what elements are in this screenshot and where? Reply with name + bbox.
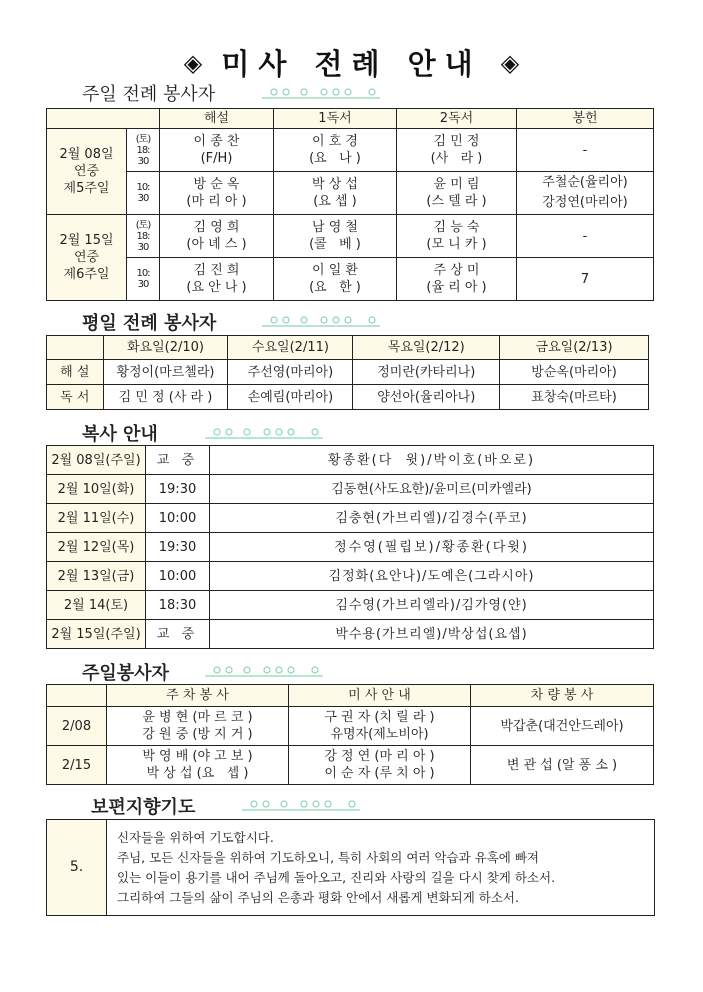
time-cell: 10:00 [146,562,210,591]
prayer-number: 5. [47,820,107,916]
sunday-volunteers-table [46,684,654,785]
table-row [47,385,649,410]
date-cell: 2월 13일(금) [47,562,146,591]
section-heading-weekday-liturgy: 평일 전례 봉사자 [82,313,217,334]
reading1-cell: 이 일 환 (요 한 ) [274,258,397,301]
names-cell: 박수용(가브리엘)/박상섭(요셉) [210,620,654,649]
commentary-cell: 방 순 옥 (마 리 아 ) [160,172,274,215]
table-row [47,504,654,533]
flower-decoration-icon [205,664,325,678]
date-cell: 2월 15일 연중 제6주일 [47,215,127,301]
date-cell: 2월 12일(목) [47,533,146,562]
guide-cell: 강 정 연 (마 리 아 ) 이 순 자 (루 치 아 ) [289,746,471,785]
offering-cell: 7 [517,258,654,301]
names-cell: 정수영(필립보)/황종환(다윗) [210,533,654,562]
vehicle-cell: 박갑춘(대건안드레아) [471,707,654,746]
offering-cell: - [517,215,654,258]
weekday-cell: 황정이(마르첼라) [103,360,228,385]
role-label: 해 설 [47,360,104,385]
table-row [47,258,654,301]
weekday-cell: 방순옥(마리아) [500,360,649,385]
role-label: 독 서 [47,385,104,410]
weekday-cell: 양선아(율리아나) [353,385,500,410]
sunday-liturgy-table [46,108,654,301]
date-cell: 2월 15일(주일) [47,620,146,649]
reading2-cell: 윤 미 림 (스 텔 라 ) [397,172,517,215]
commentary-cell: 이 종 찬 (F/H) [160,129,274,172]
weekday-cell: 정미란(카타리나) [353,360,500,385]
table-row [47,475,654,504]
time-cell: 19:30 [146,475,210,504]
date-cell: 2월 08일(주일) [47,446,146,475]
header-mass-guide: 미 사 안 내 [289,685,471,707]
time-cell: 19:30 [146,533,210,562]
time-cell: 10:00 [146,504,210,533]
date-cell: 2월 08일 연중 제5주일 [47,129,127,215]
header-tuesday: 화요일(2/10) [103,336,228,360]
table-row [47,172,654,215]
header-blank [47,685,107,707]
table-row [47,215,654,258]
names-cell: 김정화(요안나)/도예은(그라시아) [210,562,654,591]
names-cell: 김수영(가브리엘라)/김가영(얀) [210,591,654,620]
reading2-cell: 김 민 정 (사 라 ) [397,129,517,172]
header-wednesday: 수요일(2/11) [228,336,353,360]
names-cell: 황종환(다 윗)/박이호(바오로) [210,446,654,475]
date-cell: 2/08 [47,707,107,746]
time-cell: 교 중 [146,620,210,649]
mass-time: (토) 18: 30 [127,129,160,172]
mass-time: 10: 30 [127,258,160,301]
weekday-liturgy-table [46,335,649,410]
header-reading2: 2독서 [397,109,517,129]
time-cell: 교 중 [146,446,210,475]
weekday-cell: 표창숙(마르타) [500,385,649,410]
page-title [0,42,703,83]
table-row [47,746,654,785]
table-row [47,591,654,620]
commentary-cell: 김 영 희 (아 녜 스 ) [160,215,274,258]
reading1-cell: 박 상 섭 (요 셉 ) [274,172,397,215]
vehicle-cell: 변 관 섭 (알 퐁 소 ) [471,746,654,785]
date-cell: 2월 11일(수) [47,504,146,533]
table-row [47,620,654,649]
table-row [47,129,654,172]
names-cell: 김동현(사도요한)/윤미르(미카엘라) [210,475,654,504]
table-row [47,707,654,746]
section-heading-sunday-volunteers: 주일봉사자 [82,663,169,684]
reading1-cell: 남 영 철 (콜 베 ) [274,215,397,258]
header-friday: 금요일(2/13) [500,336,649,360]
reading2-cell: 김 능 숙 (모 니 카 ) [397,215,517,258]
offering-cell: - [517,129,654,172]
parking-cell: 박 영 배 (야 고 보 ) 박 상 섭 (요 셉 ) [107,746,289,785]
time-cell: 18:30 [146,591,210,620]
date-cell: 2월 14(토) [47,591,146,620]
table-row [47,446,654,475]
reading2-cell: 주 상 미 (율 리 아 ) [397,258,517,301]
header-thursday: 목요일(2/12) [353,336,500,360]
section-heading-sunday-liturgy: 주일 전례 봉사자 [82,84,216,105]
table-row [47,360,649,385]
table-row [47,533,654,562]
commentary-cell: 김 진 희 (요 안 나 ) [160,258,274,301]
date-cell: 2/15 [47,746,107,785]
header-blank [47,336,104,360]
flower-decoration-icon [205,426,325,440]
offering-cell: 주철순(율리아) 강정연(마리아) [517,172,654,215]
reading1-cell: 이 호 경 (요 나 ) [274,129,397,172]
flower-decoration-icon [262,314,382,328]
altar-servers-table [46,445,654,649]
header-offering: 봉헌 [517,109,654,129]
prayer-intention-table [46,819,655,916]
weekday-cell: 손예림(마리아) [228,385,353,410]
date-cell: 2월 10일(화) [47,475,146,504]
weekday-cell: 주선영(마리아) [228,360,353,385]
table-row [47,562,654,591]
mass-time: (토) 18: 30 [127,215,160,258]
header-parking: 주 차 봉 사 [107,685,289,707]
flower-decoration-icon [262,86,382,100]
weekday-cell: 김 민 정 (사 라 ) [103,385,228,410]
header-blank [47,109,160,129]
header-vehicle: 차 량 봉 사 [471,685,654,707]
mass-time: 10: 30 [127,172,160,215]
prayer-text: 신자들을 위하여 기도합시다. 주님, 모든 신자들을 위하여 기도하오니, 특히 사회의 여러 악습과 유혹에 빠져 있는 이들이 용기를 내어 주님께 돌아오고, 진리와 사랑의 길을 다시 찾게 하소서. 그리하여 그들의 삶이 주님의 은총과 평화 안에서 새롭게 변화되게 하소서. [107,820,655,916]
section-heading-prayer-intention: 보편지향기도 [91,797,196,818]
section-heading-altar-servers: 복사 안내 [82,424,158,445]
flower-decoration-icon [242,798,362,812]
header-commentary: 해설 [160,109,274,129]
parking-cell: 윤 병 현 (마 르 코 ) 강 원 중 (방 지 거 ) [107,707,289,746]
diamond-icon: ◈ [183,49,203,77]
names-cell: 김충현(가브리엘)/김경수(푸코) [210,504,654,533]
title-text: 미사 전례 안내 [221,47,482,81]
header-reading1: 1독서 [274,109,397,129]
guide-cell: 구 권 자 (치 릴 라 ) 유명자(제노비아) [289,707,471,746]
diamond-icon: ◈ [500,49,520,77]
